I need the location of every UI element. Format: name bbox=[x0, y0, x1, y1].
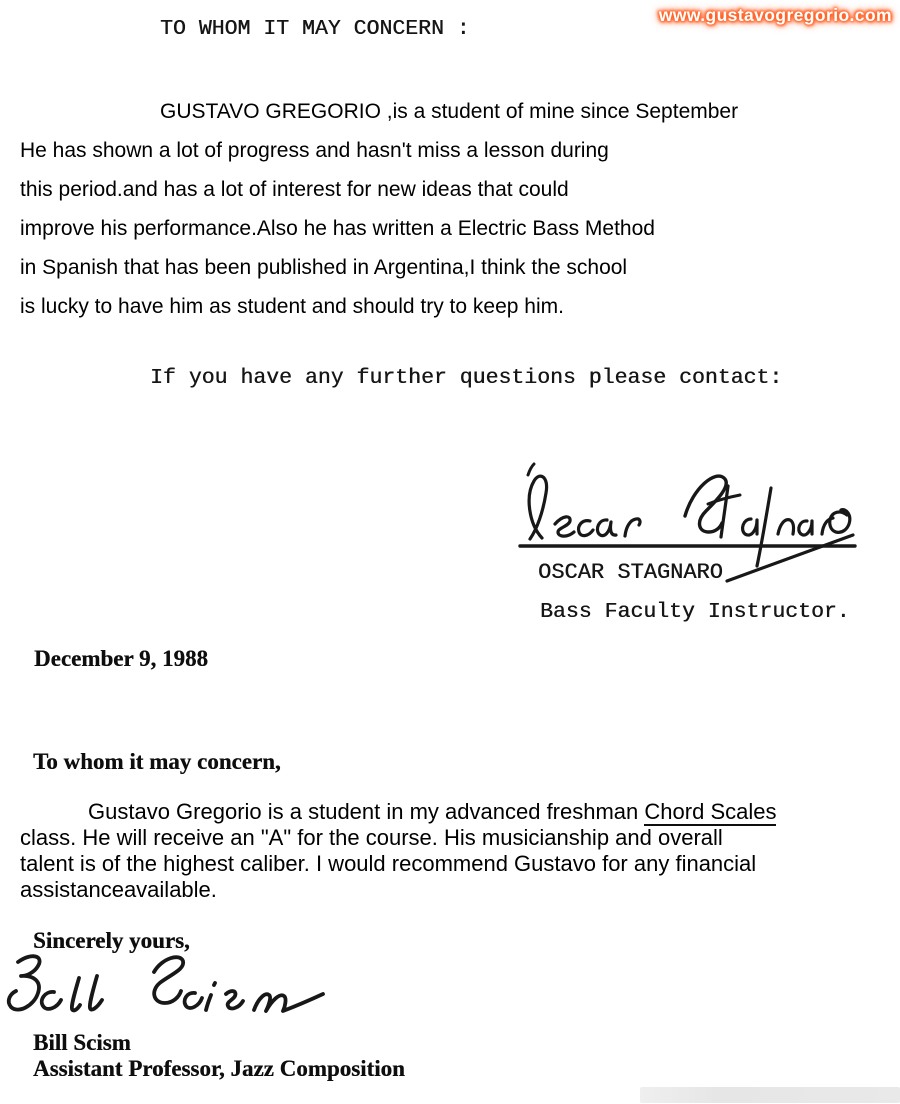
scan-artifact-bar bbox=[640, 1087, 900, 1103]
letter1-salutation: TO WHOM IT MAY CONCERN : bbox=[160, 17, 470, 41]
chord-scales-underlined: Chord Scales bbox=[644, 799, 777, 824]
letter1-body-line: in Spanish that has been published in Argentina,I think the school bbox=[20, 256, 628, 279]
letter1-body-line: GUSTAVO GREGORIO ,is a student of mine since September bbox=[160, 100, 739, 123]
letter2-signed-name: Bill Scism bbox=[33, 1030, 131, 1055]
letter2-date: December 9, 1988 bbox=[34, 646, 208, 671]
letter2-line1-text: Gustavo Gregorio is a student in my advanced freshman bbox=[88, 799, 645, 824]
letter2-signed-title: Assistant Professor, Jazz Composition bbox=[33, 1056, 405, 1081]
letter1-contact-line: If you have any further questions please contact: bbox=[150, 366, 783, 390]
letter2-body-line: talent is of the highest caliber. I would recommend Gustavo for any financial bbox=[20, 851, 757, 876]
letter1-signed-name: OSCAR STAGNARO bbox=[538, 560, 723, 585]
letter2-body-line: assistanceavailable. bbox=[20, 877, 217, 902]
signature-flourish bbox=[727, 535, 853, 581]
letter2-body-line bbox=[20, 799, 890, 825]
letter2-body bbox=[20, 799, 890, 903]
bill-scism-signature bbox=[2, 950, 332, 1028]
letter2-closing: Sincerely yours, bbox=[33, 928, 190, 953]
letter1-body-line: is lucky to have him as student and should try to keep him. bbox=[20, 295, 564, 318]
letter1-body bbox=[20, 92, 738, 326]
letter1-body-line: improve his performance.Also he has written a Electric Bass Method bbox=[20, 217, 655, 240]
letter2-body-line: class. He will receive an "A" for the course. His musicianship and overall bbox=[20, 825, 723, 850]
website-watermark: www.gustavogregorio.com bbox=[658, 5, 892, 25]
letter1-body-line: He has shown a lot of progress and hasn't miss a lesson during bbox=[20, 139, 609, 162]
letter2-salutation: To whom it may concern, bbox=[33, 749, 281, 774]
letter1-signed-title: Bass Faculty Instructor. bbox=[540, 600, 850, 624]
letter1-body-line: this period.and has a lot of interest for new ideas that could bbox=[20, 178, 569, 201]
